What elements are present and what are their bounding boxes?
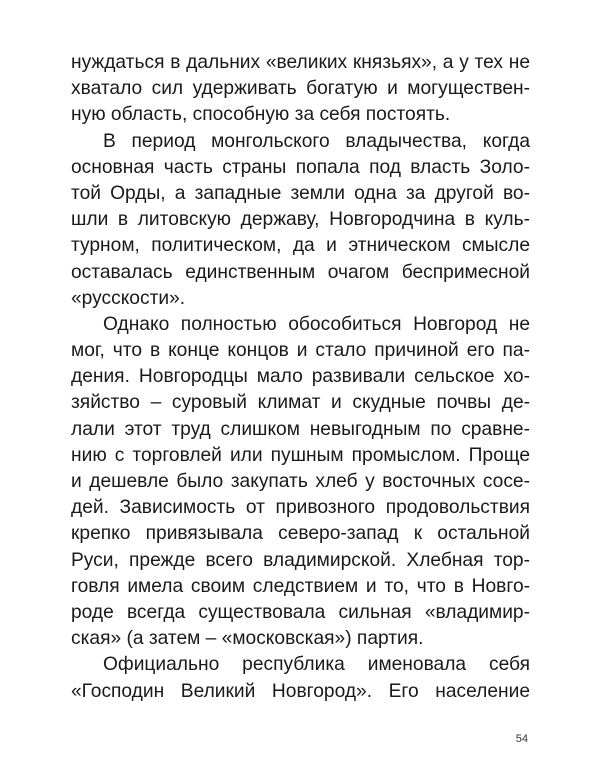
text-line: В период монгольского владычества, когда bbox=[103, 130, 530, 152]
text-line: Официально республика именовала себя bbox=[103, 654, 530, 676]
text-line: мог, что в конце концов и стало причиной его па- bbox=[71, 340, 530, 362]
text-line: шли в литовскую державу, Новгородчина в куль- bbox=[71, 209, 530, 231]
text-line: дения. Новгородцы мало развивали сельское хо- bbox=[71, 366, 530, 388]
text-line: основная часть страны попала под власть Золо- bbox=[71, 156, 530, 178]
text-line: ская» (а затем – «московская») партия. bbox=[71, 628, 424, 650]
text-line: турном, политическом, да и этническом смысле bbox=[71, 235, 530, 257]
text-line: той Орды, а западные земли одна за другой во- bbox=[71, 182, 530, 204]
text-line: Однако полностью обособиться Новгород не bbox=[103, 313, 530, 335]
text-line: и дешевле было закупать хлеб у восточных сосе- bbox=[71, 471, 530, 492]
text-line: «русскости». bbox=[71, 287, 186, 309]
text-line: оставалась единственным очагом беспримесной bbox=[71, 261, 530, 283]
text-line: хватало сил удерживать богатую и могуществен- bbox=[71, 78, 530, 100]
text-line: «Господин Великий Новгород». Его население bbox=[71, 680, 530, 702]
text-line: ную область, способную за себя постоять. bbox=[71, 104, 451, 126]
text-line: зяйство – суровый климат и скудные почвы де- bbox=[71, 392, 530, 414]
text-line: Руси, прежде всего владимирской. Хлебная тор- bbox=[71, 549, 530, 571]
text-line: говля имела своим следствием и то, что в Новго- bbox=[71, 575, 530, 597]
text-line: лали этот труд слишком невыгодным по сравне- bbox=[71, 418, 530, 440]
page-number: 54 bbox=[515, 733, 528, 745]
text-line: нуждаться в дальних «великих князьях», а у тех не bbox=[71, 52, 530, 73]
text-line: нию с торговлей или пушным промыслом. Проще bbox=[71, 444, 530, 466]
text-line: крепко привязывала северо-запад к остальной bbox=[71, 523, 530, 545]
text-line: роде всегда существовала сильная «владимир- bbox=[71, 601, 530, 623]
text-line: дей. Зависимость от привозного продовольствия bbox=[71, 497, 530, 519]
body-text bbox=[71, 50, 530, 705]
